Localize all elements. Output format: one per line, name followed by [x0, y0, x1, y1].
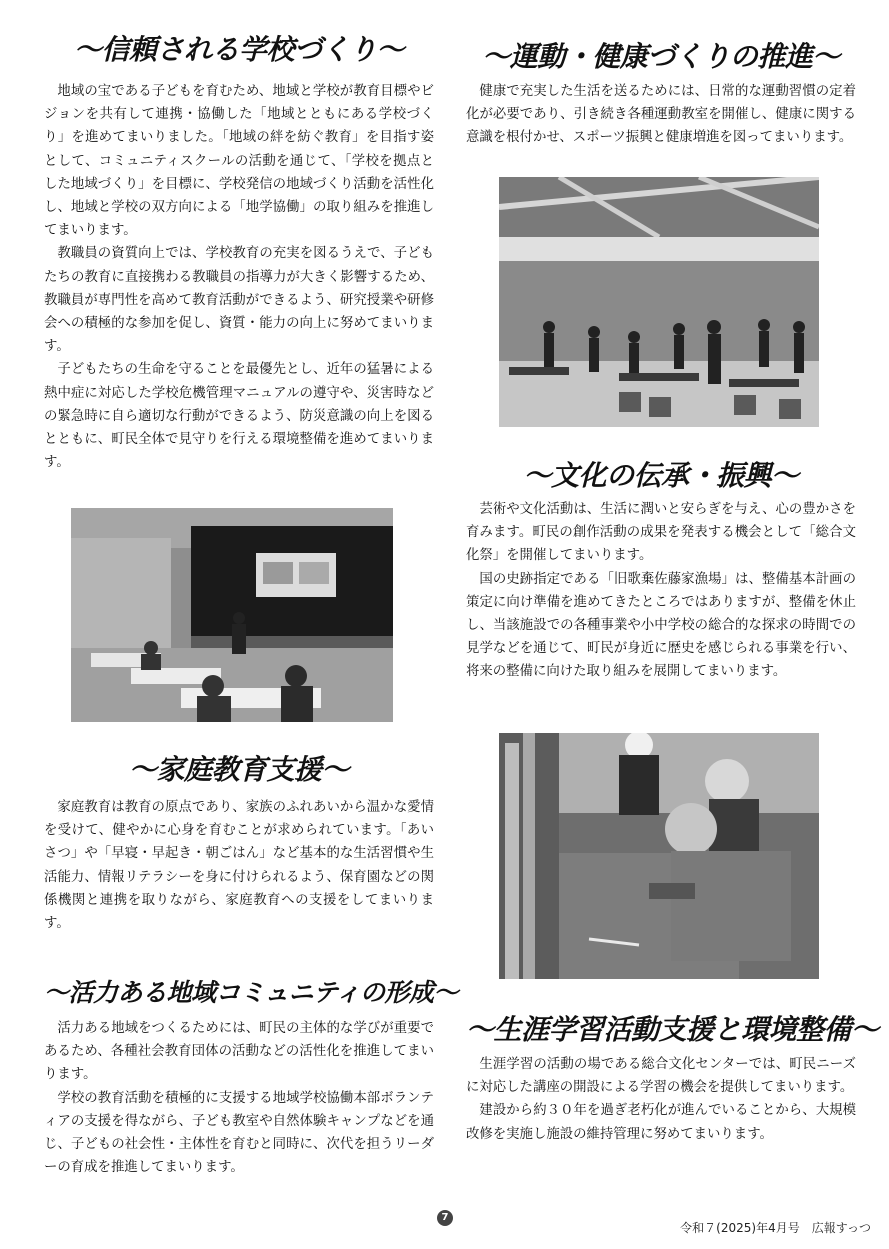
paragraph: 建設から約３０年を過ぎ老朽化が進んでいることから、大規模改修を実施し施設の維持管理に努めてまいります。: [466, 1103, 856, 1142]
culture-heading: ～文化の伝承・振興～: [523, 459, 799, 492]
paragraph: 国の史跡指定である「旧歌棄佐藤家漁場」は、整備基本計画の策定に向け準備を進めてきたところではありますが、整備を休止し、当該施設での各種事業や小中学校の総合的な探求の時間での見学などを通じて、町民が身近に歴史を感じられる事業を行い、将来の整備に向けた取り組みを展開してまいります。: [466, 571, 856, 680]
meeting-hall-photo: [71, 508, 393, 722]
school-heading: ～信頼される学校づくり～: [73, 33, 404, 66]
paragraph: 芸術や文化活動は、生活に潤いと安らぎを与え、心の豊かさを育みます。町民の創作活動の成果を発表する機会として「総合文化祭」を開催してまいります。: [466, 502, 856, 564]
paragraph: 教職員の資質向上では、学校教育の充実を図るうえで、子どもたちの教育に直接携わる教職員の指導力が大きく影響するため、教職員が専門性を高めて教育活動ができるよう、研究授業や研修会への積極的な参加を促し、資質・能力の向上に努めてまいります。: [44, 246, 434, 355]
paragraph: 生涯学習の活動の場である総合文化センターでは、町民ニーズに対応した講座の開設による学習の機会を提供してまいります。: [466, 1057, 856, 1096]
paragraph: 子どもたちの生命を守ることを最優先とし、近年の猛暑による熱中症に対応した学校危機管理マニュアルの遵守や、災害時などの緊急時に自ら適切な行動ができるよう、防災意識の向上を図るとともに、町民全体で見守りを行える環境整備を進めてまいります。: [44, 362, 434, 471]
lifelong-heading: ～生涯学習活動支援と環境整備～: [466, 1013, 879, 1046]
paragraph: 学校の教育活動を積極的に支援する地域学校協働本部ボランティアの支援を得ながら、子ども教室や自然体験キャンプなどを通じ、子どもの社会性・主体性を育むと同時に、次代を担うリーダーの育成を推進してまいります。: [44, 1090, 434, 1176]
health-heading: ～運動・健康づくりの推進～: [482, 40, 840, 73]
family-body: [44, 796, 434, 935]
excavation-photo: [499, 733, 819, 979]
school-body: [44, 80, 434, 474]
family-heading: ～家庭教育支援～: [128, 753, 349, 786]
paragraph: 地域の宝である子どもを育むため、地域と学校が教育目標やビジョンを共有して連携・協働した「地域とともにある学校づくり」を進めてまいりました。「地域の絆を紡ぐ教育」を目指す姿として、コミュニティスクールの活動を通じて、「学校を拠点とした地域づくり」を目標に、学校発信の地域づくり活動を活性化し、地域と学校の双方向による「地学協働」の取り組みを推進してまいります。: [44, 84, 434, 239]
paragraph: 家庭教育は教育の原点であり、家族のふれあいから温かな愛情を受けて、健やかに心身を育むことが求められています。「あいさつ」や「早寝・早起き・朝ごはん」など基本的な生活習慣や生活能力、情報リテラシーを身に付けられるよう、保育園などの関係機関と連携を取りながら、家庭教育への支援をしてまいります。: [44, 800, 434, 932]
health-body: [466, 80, 856, 150]
community-heading: ～活力ある地域コミュニティの形成～: [44, 978, 459, 1007]
lifelong-body: [466, 1053, 856, 1146]
issue-label: 令和７(2025)年4月号 広報すっつ: [680, 1221, 871, 1235]
community-body: [44, 1017, 434, 1179]
paragraph: 活力ある地域をつくるためには、町民の主体的な学びが重要であるため、各種社会教育団体の活動などの活性化を推進してまいります。: [44, 1021, 434, 1083]
culture-body: [466, 498, 856, 684]
page-number: 7: [437, 1210, 453, 1226]
paragraph: 健康で充実した生活を送るためには、日常的な運動習慣の定着化が必要であり、引き続き各種運動教室を開催し、健康に関する意識を根付かせ、スポーツ振興と健康増進を図ってまいります。: [466, 84, 856, 146]
gym-exercise-photo: [499, 177, 819, 427]
